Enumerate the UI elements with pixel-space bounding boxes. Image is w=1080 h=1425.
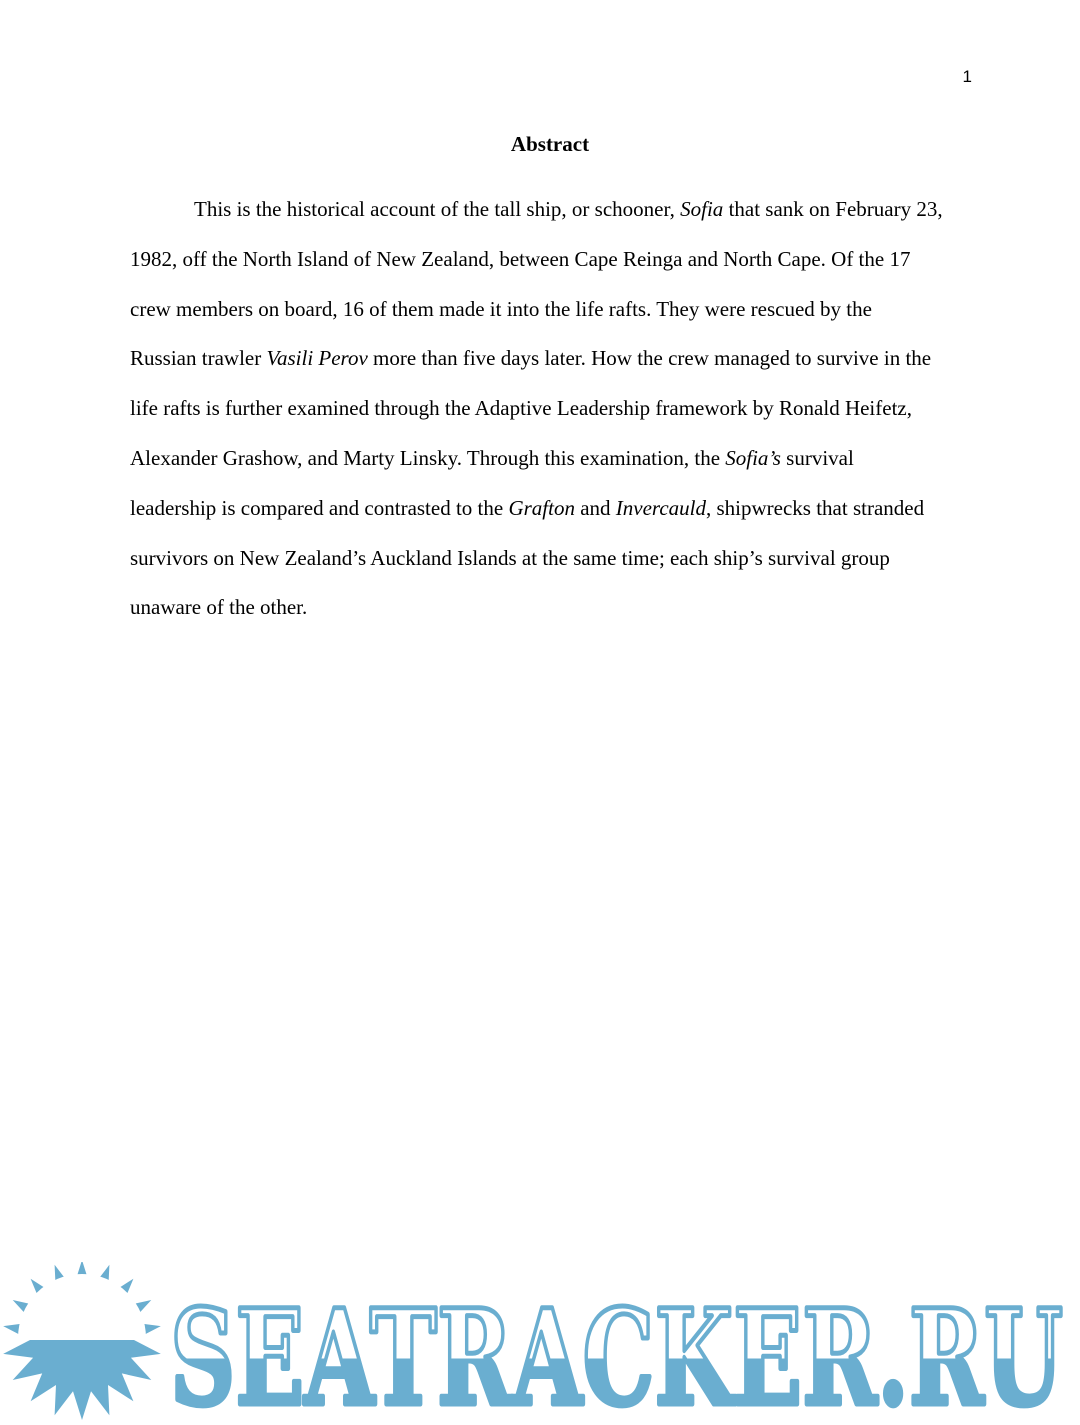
ship-name: Grafton xyxy=(508,495,575,520)
watermark-text: SEATRACKER.RU xyxy=(170,1281,1063,1425)
text-run: 1982, off the North Island of New Zealand, between Cape Reinga and North Cape. Of the 17 xyxy=(130,246,911,271)
text-run: more than five days later. How the crew managed to survive in the xyxy=(367,346,932,371)
page-number: 1 xyxy=(962,67,972,86)
abstract-line xyxy=(130,235,980,285)
text-run: leadership is compared and contrasted to the xyxy=(130,495,509,520)
text-run: This is the historical account of the tall ship, or schooner, xyxy=(194,197,681,221)
ship-name: Sofia xyxy=(680,197,724,221)
text-run: crew members on board, 16 of them made it into the life rafts. They were rescued by the xyxy=(130,296,872,321)
text-run: , shipwrecks that stranded xyxy=(705,495,925,520)
abstract-line xyxy=(130,185,980,235)
abstract-line xyxy=(130,434,980,484)
seatracker-watermark xyxy=(0,1262,1080,1425)
text-run: unaware of the other. xyxy=(130,595,308,620)
text-run: that sank on February 23, xyxy=(723,197,943,221)
text-run: survival xyxy=(780,445,854,470)
sun-over-sea-icon xyxy=(3,1262,161,1420)
ship-name: Vasili Perov xyxy=(266,346,368,371)
abstract-line xyxy=(130,534,980,584)
abstract-body xyxy=(130,185,980,633)
abstract-line xyxy=(130,484,980,534)
text-run: life rafts is further examined through the Adaptive Leadership framework by Ronald Heifetz, xyxy=(130,396,912,421)
abstract-line xyxy=(130,285,980,335)
text-run: Alexander Grashow, and Marty Linsky. Through this examination, the xyxy=(130,445,726,470)
abstract-heading: Abstract xyxy=(510,132,590,156)
text-run: Russian trawler xyxy=(130,346,267,371)
text-run: and xyxy=(574,495,616,520)
abstract-line xyxy=(130,384,980,434)
ship-name: Invercauld xyxy=(615,495,706,520)
abstract-line xyxy=(130,583,980,633)
text-run: survivors on New Zealand’s Auckland Islands at the same time; each ship’s survival group xyxy=(130,545,890,570)
abstract-line xyxy=(130,334,980,384)
ship-name: Sofia’s xyxy=(725,445,781,470)
